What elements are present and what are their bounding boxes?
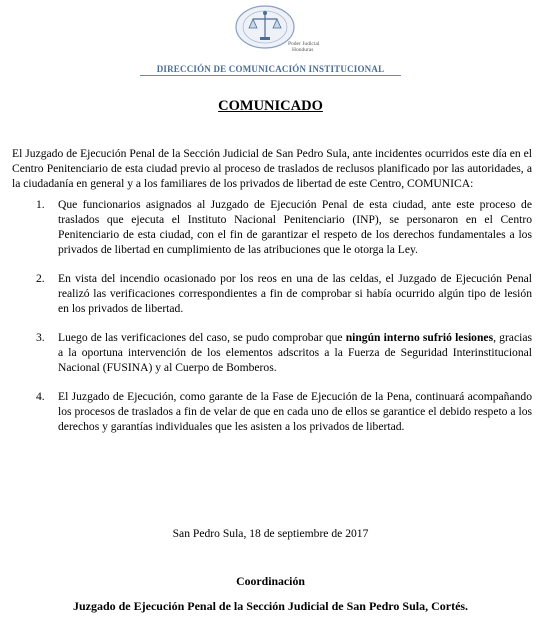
list-item-number: 2. (36, 272, 45, 285)
list-item (12, 389, 532, 434)
list-item-text-after: , gracias a la oportuna intervención de los elementos adscritos a la Fuerza de Seguridad Interinstitucional Nacional (FUSINA) y al Cuerpo de Bomberos. (58, 331, 532, 374)
intro-paragraph: El Juzgado de Ejecución Penal de la Sección Judicial de San Pedro Sula, ante incidentes ocurridos este día en el Centro Penitenciario de esta ciudad previo al proceso de traslados de reclusos planificado por las autoridades, a la ciudadanía en general y a los familiares de los privados de libertad de este Centro, COMUNICA: (12, 147, 532, 190)
logo-caption-line2: Honduras (292, 47, 314, 53)
document-body (12, 146, 532, 448)
logo-caption (288, 41, 319, 53)
letterhead (0, 0, 541, 80)
statement-list (12, 197, 532, 434)
list-item (12, 330, 532, 375)
list-item-text: En vista del incendio ocasionado por los reos en una de las celdas, el Juzgado de Ejecución Penal realizó las verificaciones correspondientes a fin de comprobar si había ocurrido algún tipo de lesión en los privados de libertad. (58, 272, 532, 315)
list-item-text (58, 331, 532, 374)
list-item-text-before: Luego de las verificaciones del caso, se pudo comprobar que (58, 331, 346, 344)
document-title: COMUNICADO (218, 98, 323, 114)
list-item-text: Que funcionarios asignados al Juzgado de Ejecución Penal de esta ciudad, ante este proceso de traslados que ejecuta el Instituto Nacional Penitenciario (INP), se personaron en el Centro Penitenciario de esta ciudad, con el fin de garantizar el respeto de los derechos fundamentales a los privados de libertad en cumplimiento de las atribuciones que le otorga la Ley. (58, 198, 532, 256)
document-date: San Pedro Sula, 18 de septiembre de 2017 (172, 527, 369, 540)
header-divider (140, 75, 401, 76)
judiciary-seal-icon (234, 4, 296, 50)
signature-coordination: Coordinación (236, 574, 305, 588)
list-item-number: 3. (36, 331, 45, 344)
signature-court: Juzgado de Ejecución Penal de la Sección Judicial de San Pedro Sula, Cortés. (72, 599, 469, 613)
logo-caption-line1: Poder Judicial (288, 41, 320, 47)
list-item-number: 4. (36, 390, 45, 403)
list-item-text: El Juzgado de Ejecución, como garante de la Fase de Ejecución de la Pena, continuará acompañando los procesos de traslados a fin de velar de que en cada uno de ellos se garantice el debido respeto a los derechos y garantías individuales que les asisten a los privados de libertad. (58, 390, 532, 433)
list-item (12, 197, 532, 257)
department-name: DIRECCIÓN DE COMUNICACIÓN INSTITUCIONAL (156, 64, 385, 74)
list-item-text-bold: ningún interno sufrió lesiones (345, 331, 494, 344)
list-item (12, 271, 532, 316)
list-item-number: 1. (36, 198, 45, 211)
